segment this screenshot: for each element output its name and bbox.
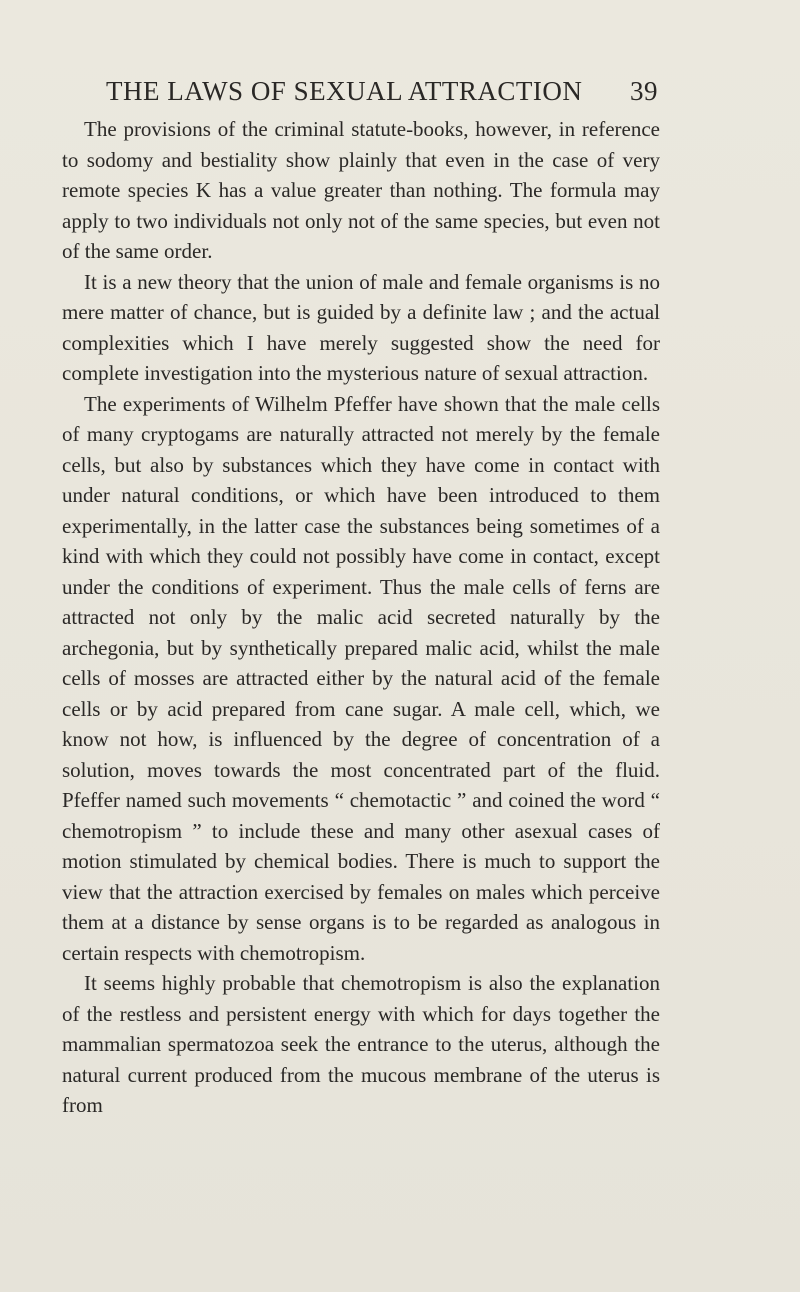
page-number: 39 <box>630 76 658 106</box>
paragraph: It seems highly probable that chemotropism is also the explanation of the restless and persistent energy with which for days together the mammalian spermatozoa seek the entrance to the uterus, although the natural current produced from the mucous membrane of the uterus is from <box>62 971 660 1117</box>
body-text <box>62 114 660 1121</box>
running-head <box>106 76 658 107</box>
paragraph: The provisions of the criminal statute-books, however, in reference to sodomy and bestiality show plainly that even in the case of very remote species K has a value greater than nothing. The formula may apply to two individuals not only not of the same species, but even not of the same order. <box>62 117 660 263</box>
paragraph: It is a new theory that the union of male and female organisms is no mere matter of chance, but is guided by a definite law ; and the actual complexities which I have merely suggested show the need for complete investigation into the mysterious nature of sexual attraction. <box>62 269 660 385</box>
chapter-title: THE LAWS OF SEXUAL ATTRACTION <box>106 76 583 106</box>
paragraph: The experiments of Wilhelm Pfeffer have shown that the male cells of many cryptogams are naturally attracted not merely by the female cells, but also by substances which they have come in contact with under natural conditions, or which have been introduced to them experimentally, in the latter case the substances being sometimes of a kind with which they could not possibly have come in contact, except under the conditions of experiment. Thus the male cells of ferns are attracted not only by the malic acid secreted naturally by the archegonia, but by synthetically prepared malic acid, whilst the male cells of mosses are attracted either by the natural acid of the female cells or by acid prepared from cane sugar. A male cell, which, we know not how, is influenced by the degree of concentration of a solution, moves towards the most concentrated part of the fluid. Pfeffer named such movements “ chemotactic ” and coined the word “ chemotropism ” to include these and many other asexual cases of motion stimulated by chemical bodies. There is much to support the view that the attraction exercised by females on males which perceive them at a distance by sense organs is to be regarded as analogous in certain respects with chemotropism. <box>62 391 660 965</box>
